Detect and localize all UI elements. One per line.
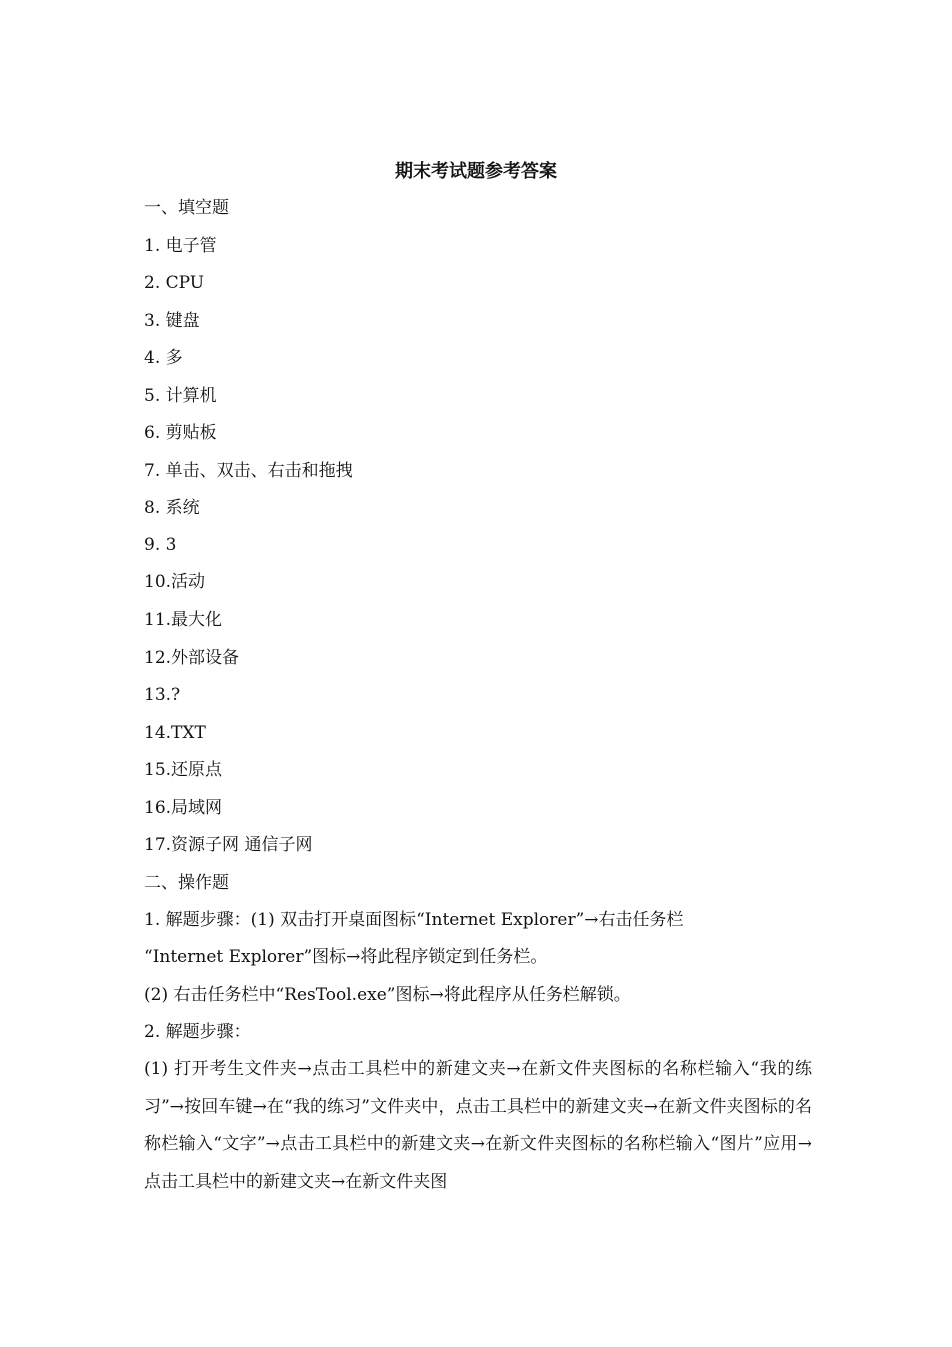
answer-item: 6. 剪贴板 [144,423,217,443]
q1-step-line: 1. 解题步骤：(1) 双击打开桌面图标“Internet Explorer”→右击任务栏 [144,910,684,930]
section-heading-operation: 二、操作题 [144,873,229,893]
answer-item: 9. 3 [144,535,177,555]
q2-paragraph: (1) 打开考生文件夹→点击工具栏中的新建文夹→在新文件夹图标的名称栏输入“我的练习”→按回车键→在“我的练习”文件夹中，点击工具栏中的新建文夹→在新文件夹图标的名称栏输入“文字”→点击工具栏中的新建文夹→在新文件夹图标的名称栏输入“图片”应用→点击工具栏中的新建文夹→在新文件夹图 [144,1059,812,1192]
answer-item: 1. 电子管 [144,236,217,256]
answer-item: 8. 系统 [144,498,200,518]
answer-item: 14.TXT [144,723,206,743]
answer-item: 16.局域网 [144,798,223,818]
answer-item: 15.还原点 [144,760,223,780]
q1-step-line: “Internet Explorer”图标→将此程序锁定到任务栏。 [144,947,548,967]
answer-item: 7. 单击、双击、右击和拖拽 [144,461,353,481]
answer-item: 11.最大化 [144,610,223,630]
answer-item: 2. CPU [144,273,205,293]
answer-item: 4. 多 [144,348,183,368]
answer-item: 5. 计算机 [144,386,217,406]
answer-item: 3. 键盘 [144,311,200,331]
q2-heading: 2. 解题步骤： [144,1022,251,1042]
page-title: 期末考试题参考答案 [395,161,557,182]
answer-item: 13.? [144,685,181,705]
answer-item: 12.外部设备 [144,648,240,668]
answer-item: 17.资源子网 通信子网 [144,835,313,855]
answer-item: 10.活动 [144,572,206,592]
q1-step-line: (2) 右击任务栏中“ResTool.exe”图标→将此程序从任务栏解锁。 [144,985,631,1005]
section-heading-fill-in: 一、填空题 [144,198,229,218]
